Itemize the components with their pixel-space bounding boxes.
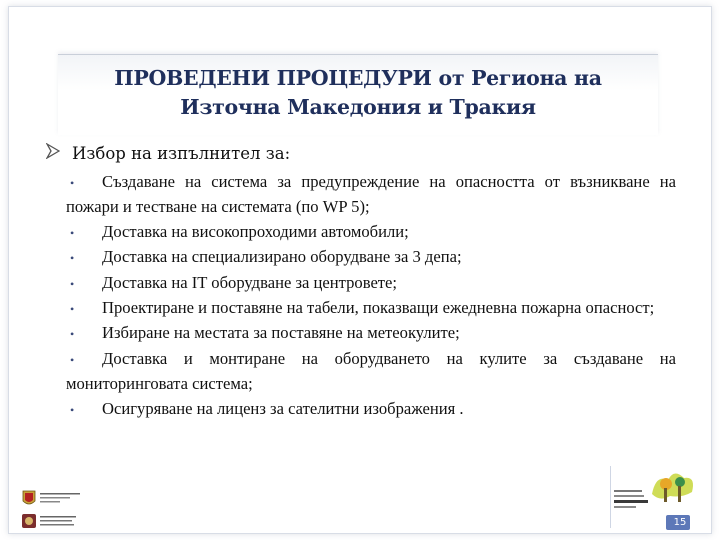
list-item (66, 271, 676, 296)
dot-bullet-icon: • (70, 176, 75, 190)
title-line-1: ПРОВЕДЕНИ ПРОЦЕДУРИ от Региона на (114, 66, 602, 90)
title-line-2: Източна Македония и Тракия (180, 95, 536, 119)
page-number: 15 (673, 517, 687, 528)
list-item (66, 321, 676, 346)
list-item-text: Доставка на специализирано оборудване за 3 депа; (102, 247, 462, 267)
list-item (66, 397, 676, 422)
coat-of-arms-icon (20, 488, 90, 534)
list-item-text: Проектиране и поставяне на табели, показващи ежедневна пожарна опасност; (102, 298, 655, 318)
bullet-list (66, 170, 676, 422)
list-item-text: Доставка на IT оборудване за центровете; (102, 272, 398, 292)
list-item (66, 296, 676, 321)
lead-text: Избор на изпълнител за: (72, 144, 291, 163)
list-item-text: Доставка на високопроходими автомобили; (102, 221, 409, 241)
dot-bullet-icon: • (70, 225, 75, 240)
dot-bullet-icon: • (70, 251, 75, 266)
list-item-text: Доставка и монтиране на оборудването на кулите за създаване на мониторинговата система; (66, 348, 676, 394)
list-item-text: Създаване на система за предупреждение на опасността от възникване на пожари и тестване на системата (по WP 5); (66, 172, 676, 217)
dot-bullet-icon: • (70, 302, 75, 317)
list-item (66, 220, 676, 245)
partner-logos-left (20, 488, 90, 534)
dot-bullet-icon: • (70, 276, 75, 291)
dot-bullet-icon: • (70, 402, 75, 417)
list-item-text: Осигуряване на лиценз за сателитни изображения . (102, 398, 464, 418)
lead-paragraph (46, 142, 686, 166)
programme-logo-icon (604, 462, 708, 532)
arrow-bullet-icon (46, 142, 62, 166)
list-item-text: Избиране на местата за поставяне на метеокулите; (102, 323, 460, 343)
slide-title (58, 64, 658, 122)
programme-logo (604, 462, 708, 532)
dot-bullet-icon: • (70, 352, 75, 367)
dot-bullet-icon: • (70, 327, 75, 342)
list-item (66, 347, 676, 397)
list-item (66, 245, 676, 270)
list-item (66, 170, 676, 220)
